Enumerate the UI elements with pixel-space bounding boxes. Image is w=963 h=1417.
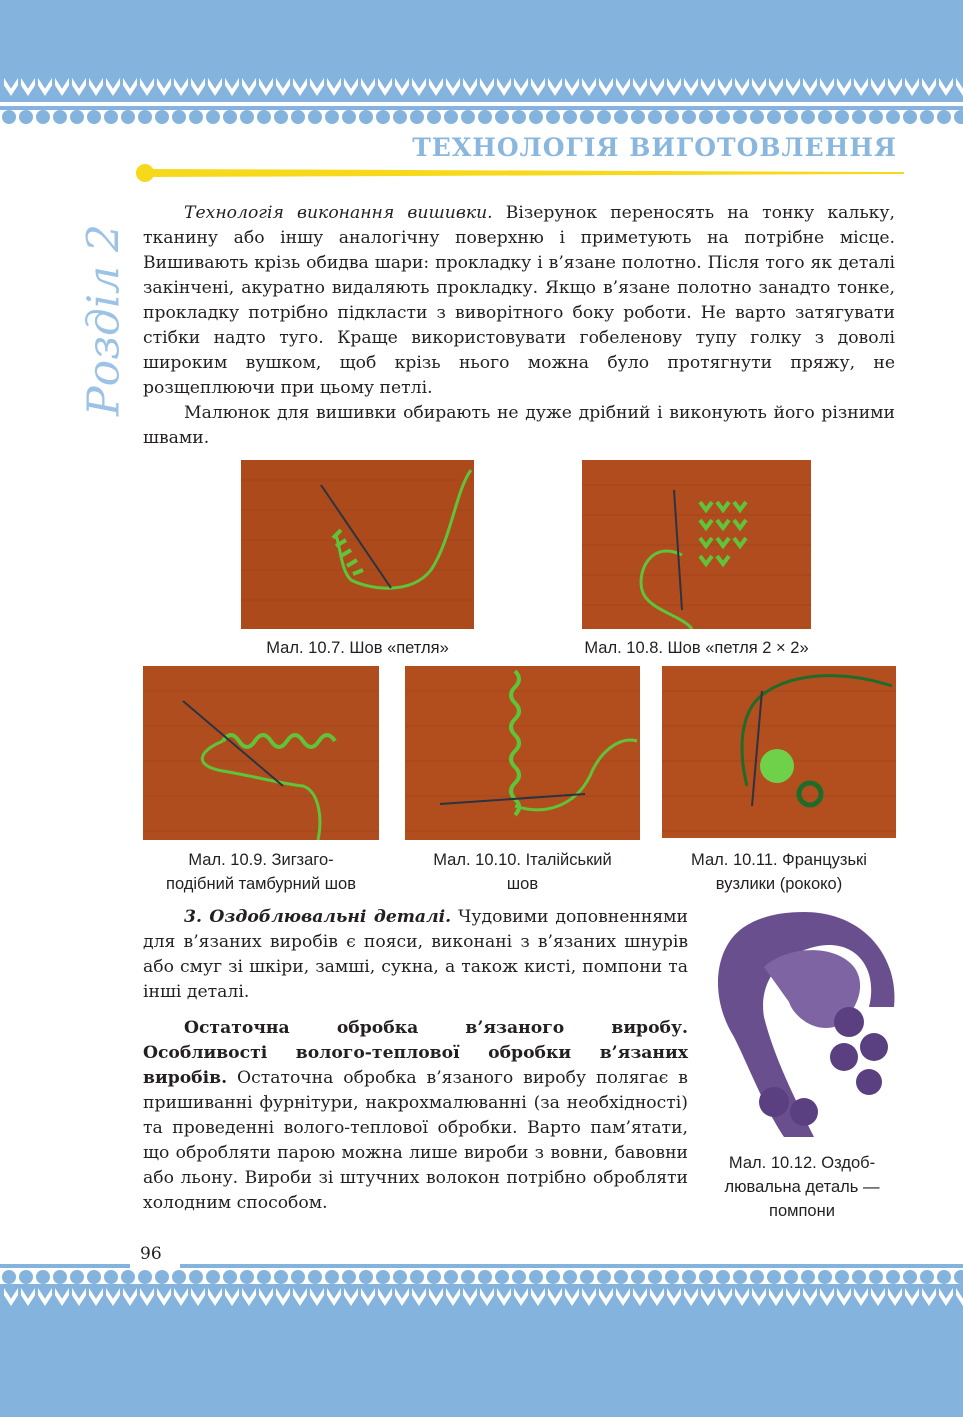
paragraph-final-processing: [143, 1016, 688, 1216]
paragraph-text: Візерунок переносять на тонку кальку, тканину або іншу аналогічну поверхню і приметують на потрібне місце. Вишивають крізь обидва шари: прокладку і в’язане полотно. Після того як деталі закінчені, акуратно видаляють прокладку. Якщо в’язане полотно занадто тонке, прокладку потрібно підкласти з виворітного боку роботи. Не варто затягувати стібки надто туго. Краще використовувати гобеленову тупу голку з доволі широким вушком, щоб крізь нього можна було протягнути пряжу, не розщеплюючи при цьому петлі.: [143, 203, 896, 398]
figure-caption: Мал. 10.8. Шов «петля 2 × 2»: [584, 639, 809, 657]
paragraph-lead: Технологія виконання вишивки.: [184, 203, 493, 223]
paragraph-embroidery-technology: [143, 201, 895, 401]
figure-caption: Мал. 10.9. Зигзаго- подібний тамбурний шов: [166, 851, 356, 893]
paragraph-decorative-details: [143, 905, 688, 1005]
photo-zigzag-chain-stitch: [143, 666, 379, 840]
bottom-border-ornament: [0, 1254, 963, 1338]
figure-caption: Мал. 10.11. Французькі вузлики (рококо): [691, 851, 867, 893]
header-accent-line: [134, 164, 904, 182]
top-border-ornament: [0, 72, 963, 130]
figure-caption: Мал. 10.10. Італійський шов: [433, 851, 612, 893]
photo-loop-stitch: [241, 460, 474, 629]
page-number: 96: [140, 1244, 162, 1264]
photo-italian-stitch: [405, 666, 640, 840]
photo-french-knots: [662, 666, 896, 838]
paragraph-text: Остаточна обробка в’язаного виробу полягає в пришиванні фурнітури, накрохмалюванні (за необхідності) та проведенні волого-теплової обробки. Варто пам’ятати, що обробляти парою можна лише вироби з вовни, бавовни або льону. Вироби зі штучних волокон потрібно обробляти холодним способом.: [143, 1068, 688, 1213]
chapter-header-title: ТЕХНОЛОГІЯ ВИГОТОВЛЕННЯ: [412, 133, 897, 162]
photo-loop-2x2-stitch: [582, 460, 811, 629]
paragraph-pattern-choice: [143, 401, 895, 451]
figure-caption: Мал. 10.7. Шов «петля»: [266, 639, 449, 657]
photo-pompoms-scarf: [704, 907, 900, 1145]
bottom-decor-band: [0, 1338, 963, 1417]
paragraph-lead: 3. Оздоблювальні деталі.: [184, 907, 452, 927]
paragraph-text: Малюнок для вишивки обирають не дуже дрібний і виконують його різними швами.: [143, 403, 895, 448]
paragraph-text: Чудовими доповненнями для в’язаних виробів є пояси, виконані з в’язаних шнурів або смуг зі шкіри, замші, сукна, а також кисті, помпони та інші деталі.: [143, 907, 688, 1002]
top-decor-band: [0, 0, 963, 72]
figure-caption: Мал. 10.12. Оздоб- лювальна деталь — помпони: [724, 1154, 880, 1220]
section-label: Розділ 2: [78, 223, 130, 417]
paragraph-lead: Остаточна обробка в’язаного виробу. Особливості волого-теплової обробки в’язаних виробів.: [143, 1018, 688, 1088]
